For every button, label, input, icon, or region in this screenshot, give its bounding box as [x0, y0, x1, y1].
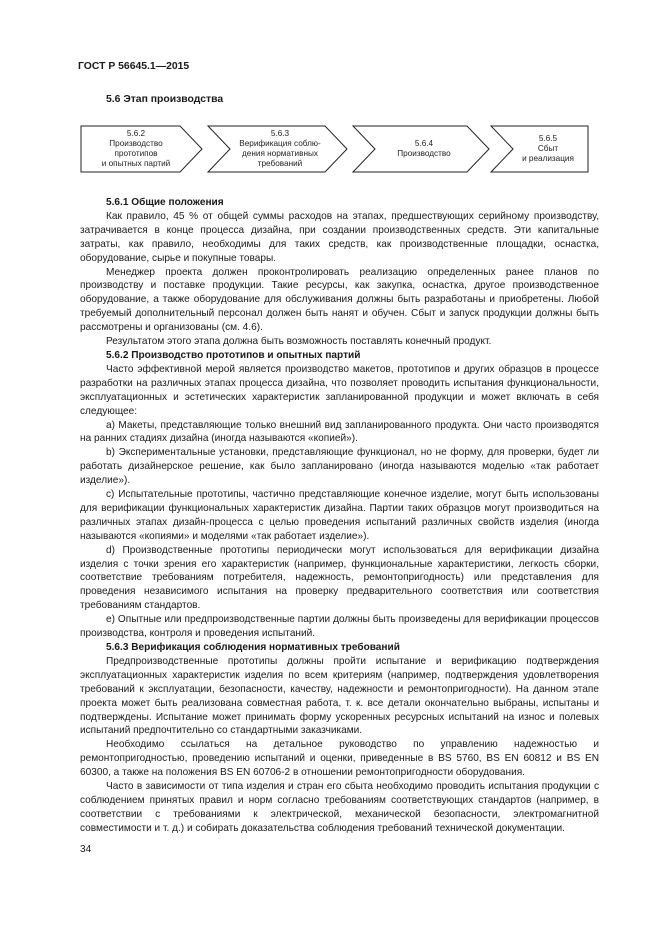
section-title: 5.6 Этап производства [106, 94, 224, 105]
paragraph: Результатом этого этапа должна быть возможность поставлять конечный продукт. [106, 336, 492, 348]
subsection-heading: 5.6.3 Верификация соблюдения нормативных требований [106, 642, 400, 653]
flow-step-4-label: 5.6.5 Сбыт и реализация [522, 134, 574, 163]
paragraph: e) Опытные или предпроизводственные партии должны быть произведены для верификации процессов производства, контроля и проведения испытаний. [80, 614, 599, 640]
paragraph: а) Макеты, представляющие только внешний вид запланированного продукта. Они часто производятся на ранних стадиях дизайна (иногда называются «копией»). [80, 419, 599, 445]
paragraph: b) Экспериментальные установки, представляющие функционал, но не форму, для проверки, будет ли работать дизайнерское решение, как было запланировано (иногда называются моделью «так работает изделие»). [80, 447, 599, 487]
paragraph: Как правило, 45 % от общей суммы расходов на этапах, предшествующих серийному производству, затрачивается в конце процесса дизайна, при создании производственных средств. Эти капитальные затраты, как правило, необходимы для таких средств, как производственные площадки, оснастка, оборудование, сырье и покупные товары. [80, 210, 599, 264]
flow-step-1-label: 5.6.2 Производство прототипов и опытных партий [101, 129, 171, 168]
flow-step-2-label: 5.6.3 Верификация соблю- дения нормативных требований [239, 129, 321, 168]
paragraph: Часто эффективной мерой является производство макетов, прототипов и других образцов в процессе разработки на различных этапах процесса дизайна, что позволяет проводить испытания функциональности, эксплуатационных и эстетических характеристик запланированной продукции и может включать в себя следующее: [80, 363, 599, 417]
page-number: 34 [80, 844, 92, 855]
flow-step-3-label: 5.6.4 Производство [397, 139, 451, 158]
subsection-heading: 5.6.1 Общие положения [106, 197, 224, 208]
paragraph: d) Производственные прототипы периодически могут использоваться для верификации дизайна изделия с точки зрения его характеристик (например, функциональные характеристики, легкость сборки, соответствие требованиям потребителя, надежность, ремонтопригодность) или представления для проведения независимого испытания на проверку предварительного соответствия или соответствия требованиям стандартов. [80, 544, 599, 612]
process-flow-diagram [80, 125, 590, 173]
paragraph: Менеджер проекта должен проконтролировать реализацию определенных ранее планов по производству и поставке продукции. Такие ресурсы, как закупка, оснастка, другое производственное оборудование, а также оборудование для обслуживания должны быть разработаны и приобретены. Любой требуемый дополнительный персонал должен быть нанят и обучен. Сбыт и запуск продукции должны быть рассмотрены и организованы (см. 4.6). [80, 266, 599, 334]
paragraph: Необходимо ссылаться на детальное руководство по управлению надежностью и ремонтопригодностью, проведению испытаний и оценки, приведенные в BS 5760, BS EN 60812 и BS EN 60300, а также на положения BS EN 60706-2 в отношении ремонтопригодности оборудования. [80, 739, 599, 779]
subsection-heading: 5.6.2 Производство прототипов и опытных партий [106, 349, 361, 361]
paragraph: Часто в зависимости от типа изделия и стран его сбыта необходимо проводить испытания продукции с соблюдением принятых правил и норм согласно требованиям соответствующих стандартов (например, в соответствии с требованиями к электрической, механической безопасности, электромагнитной совместимости и т. д.) и собирать доказательства соблюдения требований технической документации. [80, 781, 599, 834]
paragraph: Предпроизводственные прототипы должны пройти испытание и верификацию подтверждения эксплуатационных характеристик изделия по всем критериям (например, подтверждения удовлетворения требований к эксплуатации, безопасности, качеству, надежности и ремонтопригодности). На данном этапе проекта может быть реализована совместная работа, т. к. все детали окончательно выбраны, испытаны и подтверждены. Испытание может принимать форму ускоренных ресурсных испытаний на износ и полевых испытаний предпочтительно со стандартными заказчиками. [80, 655, 599, 737]
document-header: ГОСТ Р 56645.1—2015 [78, 61, 190, 72]
paragraph: c) Испытательные прототипы, частично представляющие конечное изделие, могут быть использованы для верификации функциональных характеристик дизайна. Партии таких образцов могут производиться на различных этапах дизайн-процесса с целью проведения испытаний различных свойств изделия (иногда называются «копиями» и моделями «так работает изделие»). [80, 489, 599, 542]
document-body [80, 196, 599, 836]
